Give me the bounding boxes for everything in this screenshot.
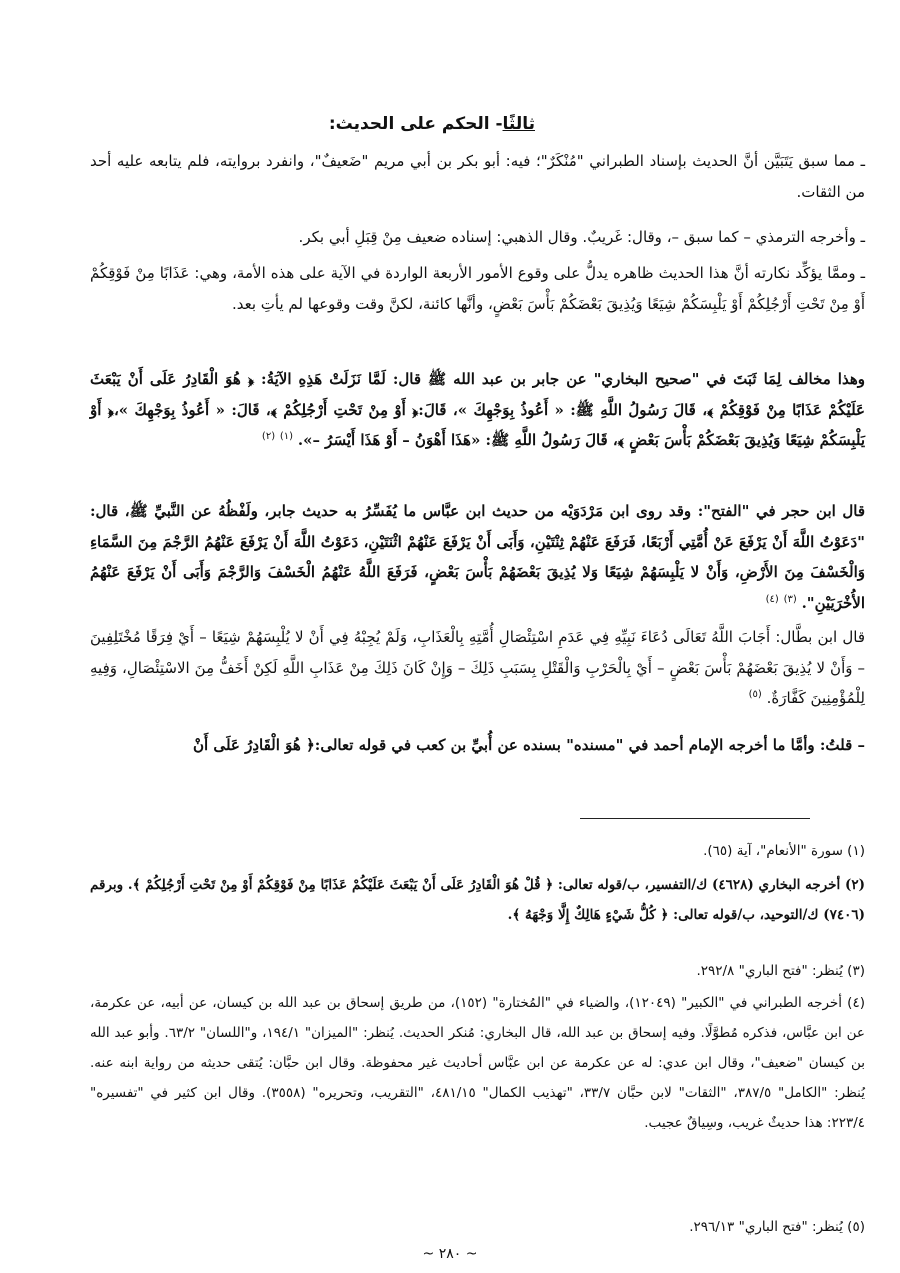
footnote-ref: (٤) bbox=[765, 593, 779, 605]
footnote-1: (١) سورة "الأنعام"، آية (٦٥). bbox=[703, 843, 865, 859]
footnote-ref: (٣) bbox=[783, 593, 797, 605]
footnote-ref: (٢) bbox=[261, 431, 276, 442]
footnote-2: (٢) أخرجه البخاري (٤٦٢٨) ك/التفسير، ب/قوله تعالى: ﴿ قُلْ هُوَ الْقَادِرُ عَلَى أَنْ يَبْعَثَ عَلَيْكُمْ عَذَابًا مِنْ فَوْقِكُمْ أَوْ مِنْ تَحْتِ أَرْجُلِكُمْ ﴾. وبرقم (٧٤٠٦) ك/التوحيد، ب/قوله تعالى: ﴿ كُلُّ شَيْءٍ هَالِكٌ إِلَّا وَجْهَهُ ﴾. bbox=[90, 877, 865, 923]
paragraph-ibn-battal: قال ابن بطَّال: أَجَابَ اللَّهُ تَعَالَى دُعَاءَ نَبِيِّهِ فِي عَدَمِ اسْتِئْصَالِ أُمَّتِهِ بِالْعَذَابِ، وَلَمْ يُجِبْهُ فِي أَنْ لا يُلْبِسَهُمْ شِيَعًا – أَيْ فِرَقًا مُخْتَلِفِينَ – وَأَنْ لا يُذِيقَ بَعْضَهُمْ بَأْسَ بَعْضٍ – أَيْ بِالْحَرْبِ وَالْقَتْلِ بِسَبَبِ ذَلِكَ – وَإِنْ كَانَ ذَلِكَ مِنْ عَذَابِ اللَّهِ لَكِنْ أَخَفُّ مِنَ الاسْتِئْصَالِ، وَفِيهِ لِلْمُؤْمِنِينَ كَفَّارَةٌ. $^{(٥)}$ bbox=[90, 628, 865, 707]
footnote-3: (٣) يُنظر: "فتح الباري" ٢٩٢/٨. bbox=[696, 963, 865, 979]
paragraph-tirmidhi: ـ وأخرجه الترمذي – كما سبق –، وقال: غَريبٌ. وقال الذهبي: إسناده ضعيف مِنْ قِبَلِ أبي بكر. bbox=[298, 228, 865, 246]
paragraph-qultu: – قلتُ: وأمَّا ما أخرجه الإمام أحمد في "مسنده" بسنده عن أُبيِّ بن كعب في قوله تعالى:﴿ هُوَ الْقَادِرُ عَلَى أَنْ bbox=[193, 736, 865, 754]
footnote-5: (٥) يُنظر: "فتح الباري" ٢٩٦/١٣. bbox=[689, 1219, 865, 1235]
footnote-ref: (٥) bbox=[748, 689, 762, 700]
page-number: ~ ٢٨٠ ~ bbox=[422, 1246, 478, 1262]
paragraph-narration-weakness: ـ مما سبق يَتَبَيَّن أنَّ الحديث بإسناد الطبراني "مُنْكَرٌ"؛ فيه: أبو بكر بن أبي مريم "ضَعيفٌ"، وانفرد بروايته، فلم يتابعه عليه أحد من الثقات. bbox=[90, 152, 865, 201]
paragraph-bukhari-jabir: وهذا مخالف لِمَا ثَبَتَ في "صحيح البخاري" عن جابر بن عبد الله ﷺ قال: لَمَّا نَزَلَتْ هَذِهِ الآيَةُ: ﴿ هُوَ الْقَادِرُ عَلَى أَنْ يَبْعَثَ عَلَيْكُمْ عَذَابًا مِنْ فَوْقِكُمْ ﴾، قَالَ رَسُولُ اللَّهِ ﷺ: « أَعُوذُ بِوَجْهِكَ »، قَالَ:﴿ أَوْ مِنْ تَحْتِ أَرْجُلِكُمْ ﴾، قَالَ: « أَعُوذُ بِوَجْهِكَ »،﴿ أَوْ يَلْبِسَكُمْ شِيَعًا وَيُذِيقَ بَعْضَكُمْ بَأْسَ بَعْضٍ ﴾، قَالَ رَسُولُ اللَّهِ ﷺ: «هَذَا أَهْوَنُ – أَوْ هَذَا أَيْسَرُ –». $^{(١)}$ $^{(٢)}$ bbox=[90, 370, 865, 449]
heading-label: ثالثًا bbox=[502, 114, 535, 134]
footnote-ref: (١) bbox=[279, 431, 294, 442]
footnote-4: (٤) أخرجه الطبراني في "الكبير" (١٢٠٤٩)، والضياء في "المُختارة" (١٥٢)، من طريق إسحاق بن عبد الله بن كيسان، عن أبيه، عن عكرمة، عن ابن عبَّاس، فذكره مُطوَّلًا. وفيه إسحاق بن عبد الله، قال البخاري: مُنكر الحديث. يُنظر: "الميزان" ١٩٤/١، و"اللسان" ٦٣/٢. وأبو عبد الله بن كيسان "ضعيف"، وقال ابن عدي: له عن عكرمة عن ابن عبَّاس أحاديث غير محفوظة. وقال ابن حبَّان: يُتقى حديثه من رواية ابنه عنه. يُنظر: "الكامل" ٣٨٧/٥، "الثقات" لابن حبَّان ٣٣/٧، "تهذيب الكمال" ٤٨١/١٥، "التقريب، وتحريره" (٣٥٥٨). وقال ابن كثير في "تفسيره" ٢٢٣/٤: هذا حديثٌ غريب، وسِياقٌ عجيب. bbox=[90, 995, 865, 1131]
section-heading bbox=[329, 114, 535, 134]
heading-title: - الحكم على الحديث: bbox=[328, 114, 503, 134]
paragraph-nakara: ـ وممَّا يؤكِّد نكارته أنَّ هذا الحديث ظاهره يدلُّ على وقوع الأمور الأربعة الواردة في الآية على هذه الأمة، وهي: عَذَابًا مِنْ فَوْقِكُمْ أَوْ مِنْ تَحْتِ أَرْجُلِكُمْ أَوْ يَلْبِسَكُمْ شِيَعًا وَيُذِيقَ بَعْضَكُمْ بَأْسَ بَعْضٍ، وأنَّها كائنة، لكنَّ وقت وقوعها لم يأتِ بعد. bbox=[90, 264, 865, 313]
footnote-divider bbox=[580, 818, 810, 819]
paragraph-ibn-hajar: قال ابن حجر في "الفتح": وقد روى ابن مَرْدَوَيْه من حديث ابن عبَّاس ما يُفَسِّرُ به حديث جابر، ولَفْظُهُ عن النَّبيِّ ﷺ، قال: "دَعَوْتُ اللَّهَ أَنْ يَرْفَعَ عَنْ أُمَّتِي أَرْبَعًا، فَرَفَعَ عَنْهُمْ ثِنْتَيْنِ، وَأَبَى أَنْ يَرْفَعَ عَنْهُمْ اثْنَتَيْنِ، دَعَوْتُ اللَّهَ أَنْ يَرْفَعَ عَنْهُمُ الرَّجْمَ مِنَ السَّمَاءِ وَالْخَسْفَ مِنَ الأَرْضِ، وَأَنْ لا يَلْبِسَهُمْ شِيَعًا وَلا يُذِيقَ بَعْضَهُمْ بَأْسَ بَعْضٍ، فَرَفَعَ اللَّهُ عَنْهُمُ الْخَسْفَ وَالرَّجْمَ وَأَبَى أَنْ يَرْفَعَ عَنْهُمُ الأُخْرَيَيْنِ". $^{(٣)}$ $^{(٤)}$ bbox=[90, 502, 865, 612]
